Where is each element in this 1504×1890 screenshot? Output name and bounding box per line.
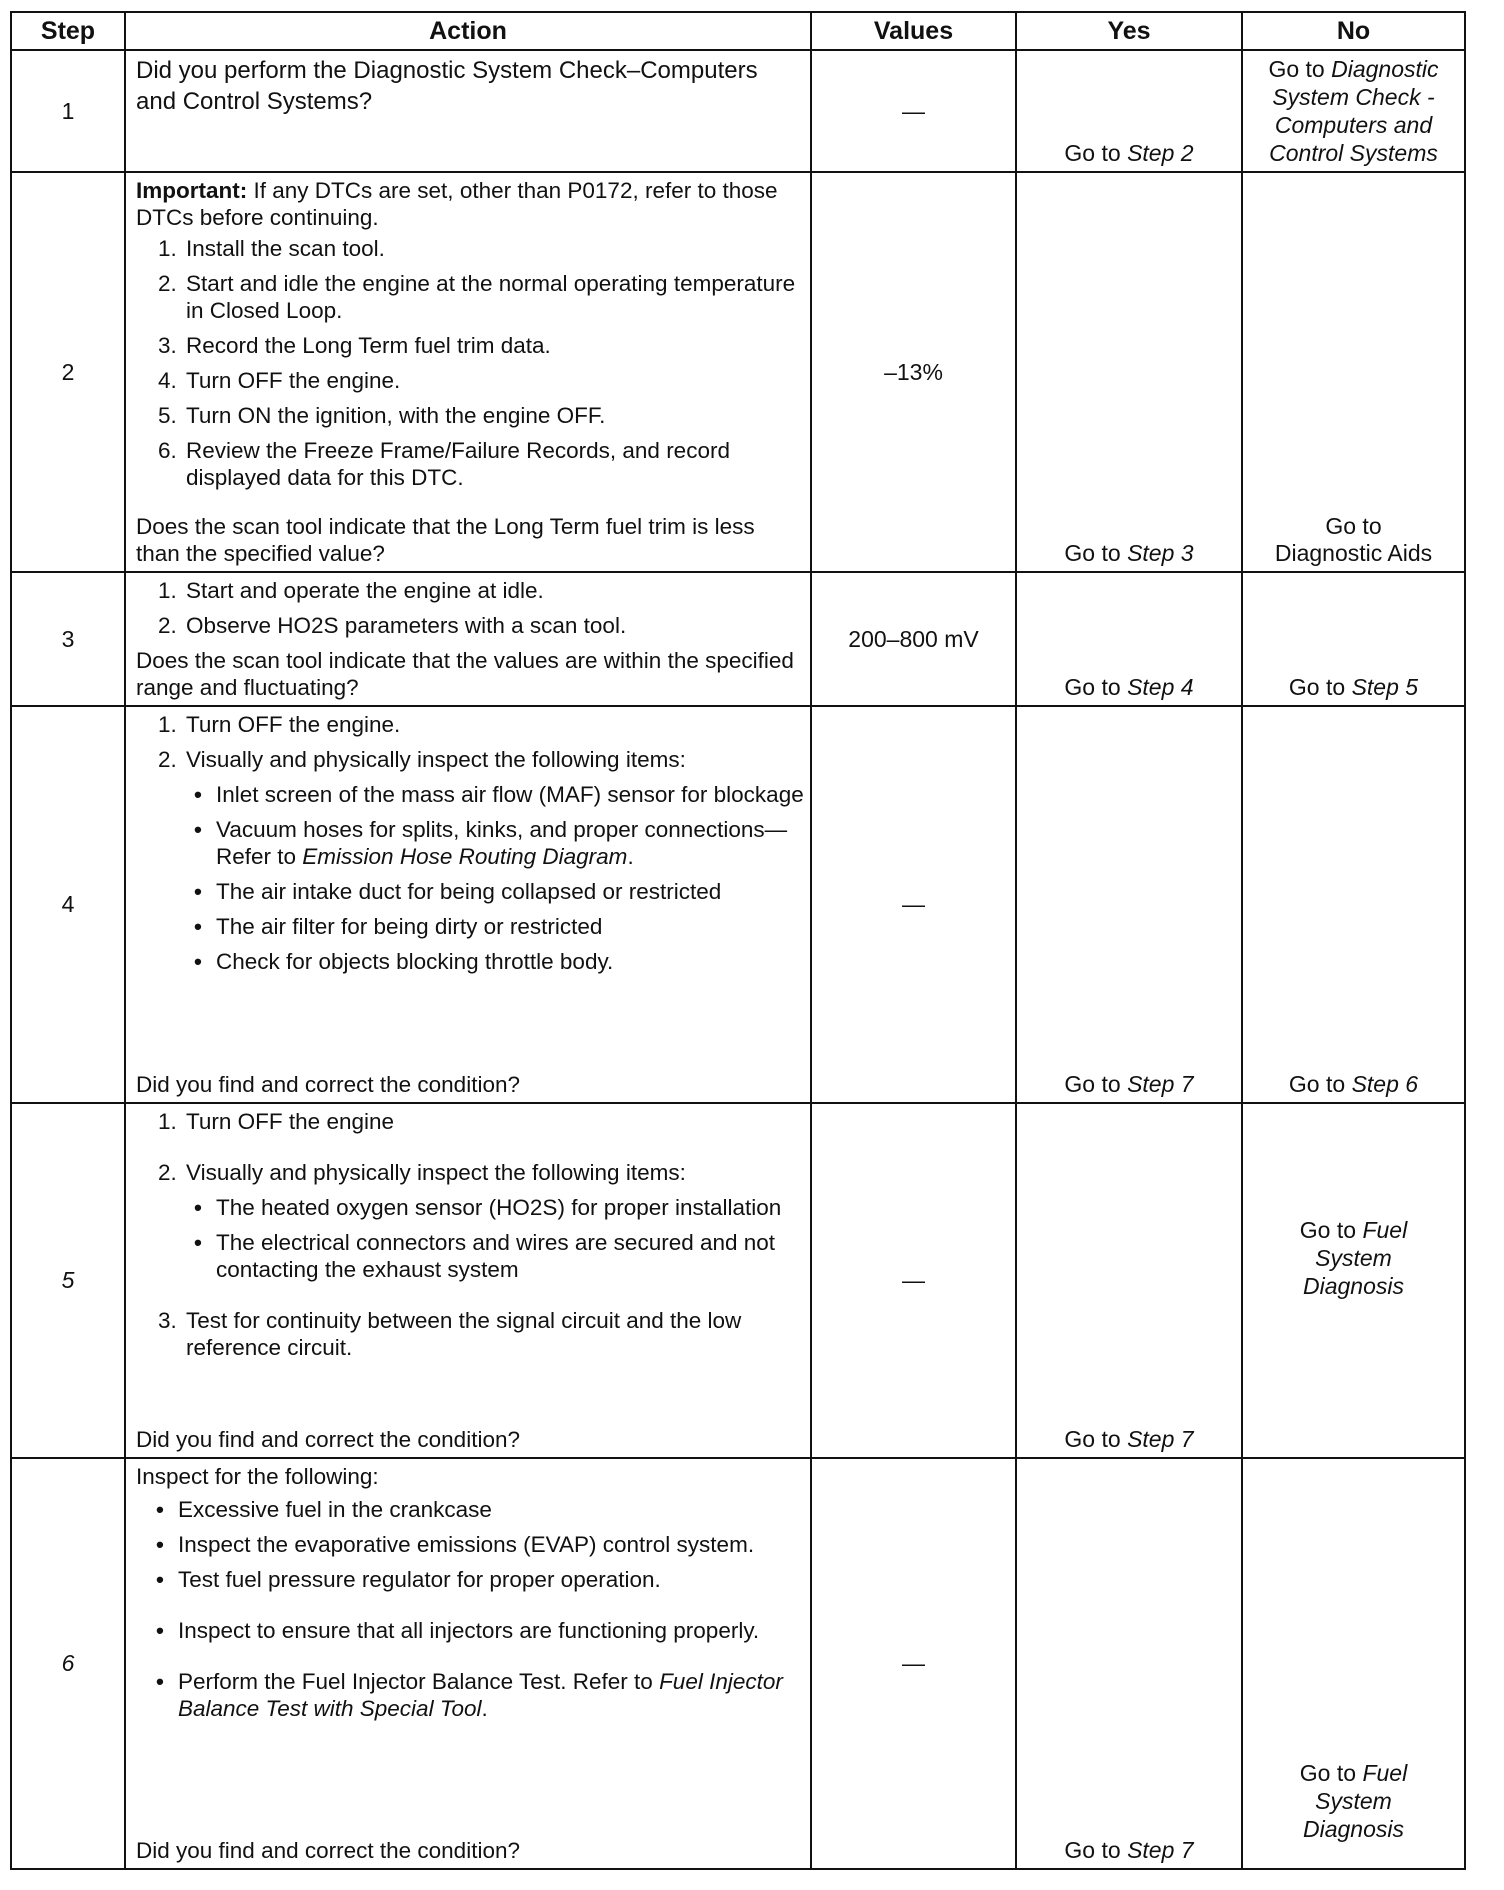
- action-question: Did you find and correct the condition?: [136, 1838, 520, 1863]
- list-item: 2. Start and idle the engine at the normal operating temperature in Closed Loop.: [158, 271, 796, 323]
- list-item: • Excessive fuel in the crankcase: [156, 1497, 492, 1522]
- table-row-step-6: [11, 1458, 1465, 1869]
- table-row-step-5: [11, 1103, 1465, 1458]
- no-prefix: Go to: [1268, 56, 1332, 82]
- yes-prefix: Go to: [1064, 1426, 1128, 1452]
- yes-cell: [1016, 172, 1242, 572]
- no-cell: [1242, 50, 1465, 172]
- list-item: 5. Turn ON the ignition, with the engine OFF.: [158, 403, 606, 428]
- action-cell: [125, 50, 811, 172]
- list-item: 3. Test for continuity between the signal circuit and the low reference circuit.: [158, 1308, 742, 1360]
- action-question: Did you find and correct the condition?: [136, 1072, 520, 1097]
- no-link[interactable]: Diagnostic Aids: [1274, 540, 1433, 566]
- action-question: Does the scan tool indicate that the Long Term fuel trim is less than the specified value?: [136, 514, 755, 566]
- list-item: • Vacuum hoses for splits, kinks, and proper connections—Refer to Emission Hose Routing Diagram.: [194, 817, 788, 869]
- list-item: 4. Turn OFF the engine.: [158, 368, 401, 393]
- no-link[interactable]: Step 6: [1351, 1071, 1419, 1097]
- list-item: • Inspect to ensure that all injectors are functioning properly.: [156, 1618, 760, 1643]
- list-item: 3. Record the Long Term fuel trim data.: [158, 333, 551, 358]
- list-item: • Inlet screen of the mass air flow (MAF) sensor for blockage: [194, 782, 804, 807]
- table-row-step-2: [11, 172, 1465, 572]
- action-cell: [125, 1103, 811, 1458]
- yes-prefix: Go to: [1064, 1071, 1128, 1097]
- values-cell: —: [811, 50, 1016, 172]
- no-cell: [1242, 1103, 1465, 1458]
- list-item: • Perform the Fuel Injector Balance Test. Refer to Fuel Injector Balance Test with Special Tool.: [156, 1669, 783, 1721]
- list-item: 1. Start and operate the engine at idle.: [158, 578, 544, 603]
- header-action: Action: [125, 12, 811, 50]
- list-item: • Inspect the evaporative emissions (EVAP) control system.: [156, 1532, 755, 1557]
- yes-link[interactable]: Step 2: [1127, 140, 1194, 166]
- action-question: Does the scan tool indicate that the values are within the specified range and fluctuating?: [136, 648, 794, 700]
- values-cell: –13%: [811, 172, 1016, 572]
- action-cell: [125, 172, 811, 572]
- no-cell: [1242, 172, 1465, 572]
- list-item: • The air filter for being dirty or restricted: [194, 914, 603, 939]
- list-item: • Test fuel pressure regulator for proper operation.: [156, 1567, 661, 1592]
- yes-cell: [1016, 50, 1242, 172]
- no-prefix: Go to: [1299, 1217, 1363, 1243]
- header-row: [11, 12, 1465, 50]
- header-values: Values: [811, 12, 1016, 50]
- action-intro: Inspect for the following:: [136, 1464, 379, 1489]
- bullet-list: [156, 1496, 804, 1722]
- ordered-list: [158, 711, 804, 773]
- list-item: 1. Install the scan tool.: [158, 236, 385, 261]
- values-cell: —: [811, 1458, 1016, 1869]
- ordered-list: [158, 1108, 804, 1186]
- table-row-step-3: [11, 572, 1465, 706]
- no-prefix: Go to: [1288, 674, 1352, 700]
- step-number: 4: [11, 706, 125, 1103]
- ordered-list: [158, 1307, 804, 1361]
- yes-prefix: Go to: [1064, 540, 1128, 566]
- important-note: [136, 177, 804, 231]
- list-item: 6. Review the Freeze Frame/Failure Records, and record displayed data for this DTC.: [158, 438, 730, 490]
- no-prefix: Go to: [1288, 1071, 1352, 1097]
- action-cell: [125, 572, 811, 706]
- yes-link[interactable]: Step 7: [1127, 1426, 1194, 1452]
- list-item: • The heated oxygen sensor (HO2S) for proper installation: [194, 1195, 782, 1220]
- yes-cell: [1016, 1458, 1242, 1869]
- no-link[interactable]: Fuel System Diagnosis: [1303, 1760, 1408, 1842]
- yes-link[interactable]: Step 7: [1127, 1837, 1194, 1863]
- list-item: 1. Turn OFF the engine: [158, 1109, 395, 1134]
- values-cell: 200–800 mV: [811, 572, 1016, 706]
- table-row-step-1: [11, 50, 1465, 172]
- action-question: Did you find and correct the condition?: [136, 1427, 520, 1452]
- yes-prefix: Go to: [1064, 140, 1128, 166]
- yes-link[interactable]: Step 7: [1127, 1071, 1194, 1097]
- header-step: Step: [11, 12, 125, 50]
- values-cell: —: [811, 1103, 1016, 1458]
- list-item: • The electrical connectors and wires are secured and not contacting the exhaust system: [194, 1230, 776, 1282]
- header-yes: Yes: [1016, 12, 1242, 50]
- no-link[interactable]: Step 5: [1351, 674, 1419, 700]
- important-label: Important:: [136, 178, 248, 203]
- action-cell: [125, 1458, 811, 1869]
- yes-prefix: Go to: [1064, 674, 1128, 700]
- ordered-list: [158, 235, 804, 491]
- yes-cell: [1016, 1103, 1242, 1458]
- no-link[interactable]: Diagnostic System Check - Computers and Control Systems: [1269, 56, 1439, 166]
- yes-link[interactable]: Step 3: [1127, 540, 1194, 566]
- list-item: • The air intake duct for being collapsed or restricted: [194, 879, 722, 904]
- no-cell: [1242, 706, 1465, 1103]
- list-item: 2. Observe HO2S parameters with a scan tool.: [158, 613, 627, 638]
- step-number: 2: [11, 172, 125, 572]
- header-no: No: [1242, 12, 1465, 50]
- bullet-list: [194, 1194, 804, 1283]
- list-item: 2. Visually and physically inspect the following items:: [158, 747, 686, 772]
- ordered-list: [158, 577, 804, 641]
- no-link[interactable]: Fuel System Diagnosis: [1303, 1217, 1408, 1299]
- list-item: 1. Turn OFF the engine.: [158, 712, 401, 737]
- important-text: If any DTCs are set, other than P0172, refer to those DTCs before continuing.: [136, 178, 778, 230]
- yes-link[interactable]: Step 4: [1127, 674, 1194, 700]
- diagnostic-table: [10, 11, 1464, 1866]
- no-prefix: Go to: [1325, 513, 1382, 539]
- list-item: • Check for objects blocking throttle body.: [194, 949, 614, 974]
- step-number: 5: [11, 1103, 125, 1458]
- action-cell: [125, 706, 811, 1103]
- no-cell: [1242, 1458, 1465, 1869]
- step-number: 6: [11, 1458, 125, 1869]
- emission-hose-link[interactable]: Emission Hose Routing Diagram: [302, 844, 628, 869]
- values-cell: —: [811, 706, 1016, 1103]
- yes-cell: [1016, 572, 1242, 706]
- bullet-list: [194, 781, 804, 975]
- step-number: 3: [11, 572, 125, 706]
- no-prefix: Go to: [1299, 1760, 1363, 1786]
- step-number: 1: [11, 50, 125, 172]
- table-row-step-4: [11, 706, 1465, 1103]
- yes-cell: [1016, 706, 1242, 1103]
- balance-test-link[interactable]: Fuel Injector Balance Test with Special Tool: [178, 1669, 783, 1721]
- yes-prefix: Go to: [1064, 1837, 1128, 1863]
- no-cell: [1242, 572, 1465, 706]
- list-item: 2. Visually and physically inspect the following items:: [158, 1160, 686, 1185]
- action-question: Did you perform the Diagnostic System Check–Computers and Control Systems?: [136, 57, 758, 115]
